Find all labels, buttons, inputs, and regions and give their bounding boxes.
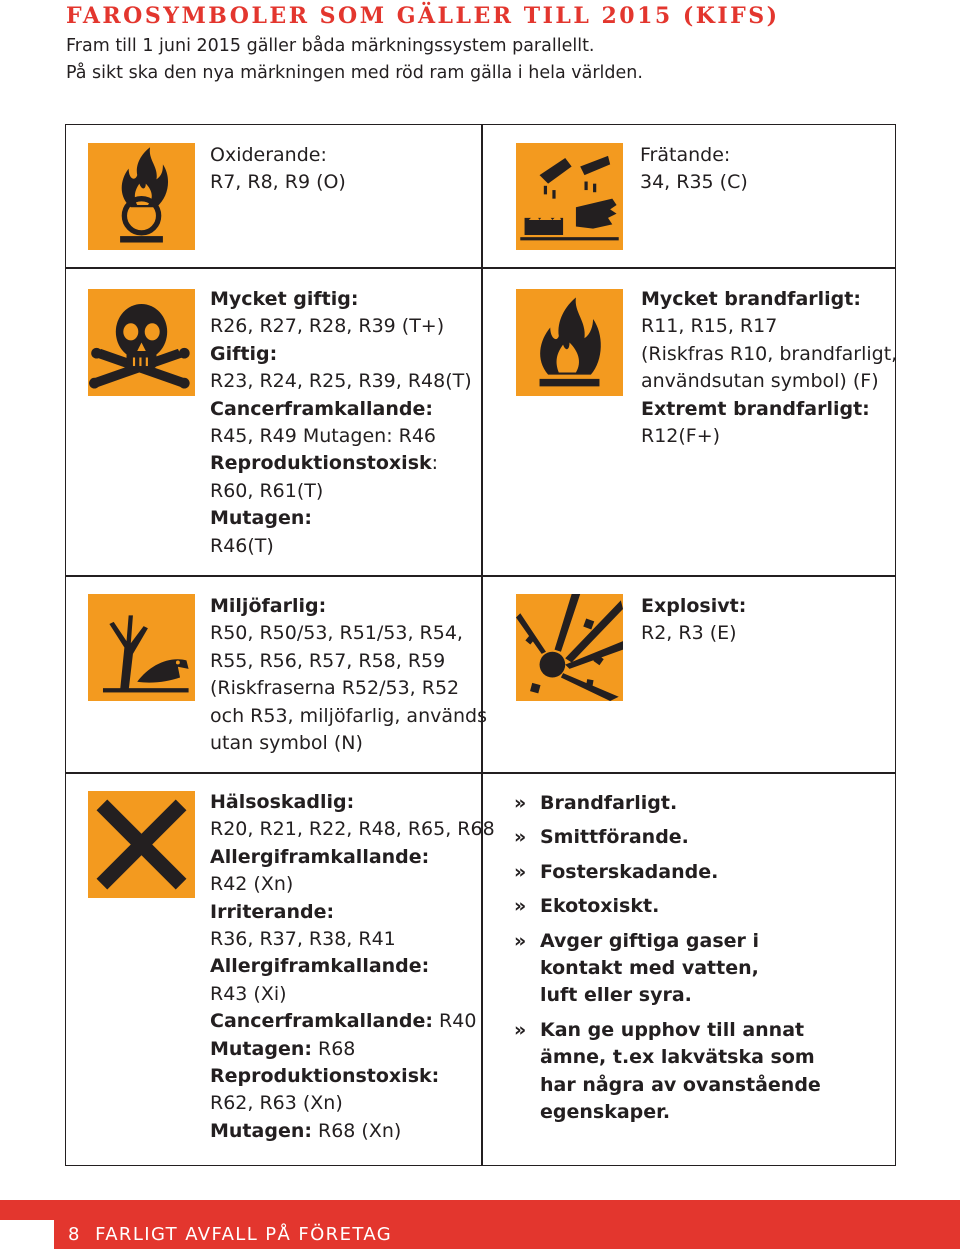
text-line [210,675,487,702]
text-line [641,593,746,620]
bullet-marker: » [514,792,527,814]
label-text: R62, R63 (Xn) [210,1092,343,1115]
text-line [210,844,495,871]
table-row-divider [65,772,896,774]
text-line [210,286,472,313]
label-bold: Extremt brandfarligt: [641,397,870,420]
text-line [210,505,472,532]
hazard-bullet-list [514,790,821,1133]
flame-over-circle-icon [88,143,195,250]
bullet-marker: » [514,895,527,918]
cross-x-icon [88,791,195,898]
label-text: utan symbol (N) [210,732,363,755]
text-line [641,396,897,423]
bullet-item [514,859,821,886]
intro-line: På sikt ska den nya märkningen med röd ram gälla i hela världen. [66,63,643,83]
label-text: R20, R21, R22, R48, R65, R68 [210,818,495,841]
label-text: R46(T) [210,534,274,557]
text-line [641,341,897,368]
label-text: R50, R50/53, R51/53, R54, [210,622,463,645]
label-text: R2, R3 (E) [641,622,737,645]
label-bold: Hälsoskadlig: [210,791,355,813]
cell-brandfarligt [641,286,897,450]
text-line [641,620,746,647]
bullet-marker: » [514,860,527,883]
text-line [210,981,495,1008]
label-bold: Cancerframkallande: [210,397,433,420]
bullet-marker: » [514,1018,527,1041]
label-text: och R53, miljöfarlig, används [210,704,487,727]
text-line [641,368,897,395]
bullet-item [514,790,821,817]
bullet-text: egenskaper. [540,1101,671,1124]
skull-crossbones-icon [88,289,195,396]
label-bold: Allergiframkallande: [210,845,430,868]
label-text: R40 [432,1010,477,1033]
text-line [210,620,487,647]
bullet-text: Ekotoxiskt. [540,895,660,918]
text-line [210,789,495,816]
label-bold: Explosivt: [641,595,747,617]
footer-notch [0,1220,54,1249]
cell-halsoskadlig [210,789,495,1145]
cell-oxiderande [210,142,346,197]
label-bold: Mutagen: [210,1119,312,1142]
bullet-text: ämne, t.ex lakvätska som [540,1046,815,1069]
text-line [641,313,897,340]
label-text: Frätande: [640,144,731,166]
bullet-text: Brandfarligt. [540,792,678,814]
label-text: R55, R56, R57, R58, R59 [210,649,446,672]
label-bold: Mycket giftig: [210,288,359,310]
label-text: R7, R8, R9 (O) [210,171,346,194]
text-line [210,368,472,395]
text-line [640,142,748,169]
bullet-item [514,928,821,1010]
bullet-text: Kan ge upphov till annat [540,1018,805,1041]
label-text: R11, R15, R17 [641,315,778,338]
bullet-text: Smittförande. [540,826,689,849]
text-line [210,533,472,560]
corrosion-icon [516,143,623,250]
label-bold: Mycket brandfarligt: [641,288,861,310]
label-bold: Allergiframkallande: [210,955,430,978]
bullet-marker: » [514,826,527,849]
label-text: R60, R61(T) [210,479,324,502]
label-text: R26, R27, R28, R39 (T+) [210,315,445,338]
page-number: 8 [68,1224,81,1245]
cell-fratande [640,142,748,197]
label-text: : [431,452,439,475]
footer-label [68,1223,392,1247]
label-text: R43 (Xi) [210,982,287,1005]
text-line [210,142,346,169]
label-bold: Reproduktionstoxisk [210,452,432,475]
label-text: användsutan symbol) (F) [641,370,879,393]
label-text: R12(F+) [641,425,721,448]
text-line [210,730,487,757]
label-bold: Giftig: [210,342,278,365]
flame-icon [516,289,623,396]
table-row-divider [65,575,896,577]
label-text: (Riskfras R10, brandfarligt, [641,342,898,365]
label-bold: Mutagen: [210,1037,312,1060]
text-line [640,169,748,196]
text-line [210,899,495,926]
text-line [210,593,487,620]
footer-title: FARLIGT AVFALL PÅ FÖRETAG [95,1224,393,1245]
environment-icon [88,594,195,701]
intro-text [66,33,643,87]
text-line [210,169,346,196]
label-text: R42 (Xn) [210,873,294,896]
label-text: R68 (Xn) [311,1119,402,1142]
text-line [210,450,472,477]
text-line [210,648,487,675]
bullet-text: luft eller syra. [540,984,692,1007]
text-line [210,341,472,368]
text-line [210,1008,495,1035]
text-line [210,396,472,423]
text-line [210,1036,495,1063]
label-bold: Irriterande: [210,900,335,923]
bullet-text: kontakt med vatten, [540,957,759,980]
label-bold: Miljöfarlig: [210,595,327,617]
label-text: R36, R37, R38, R41 [210,928,396,951]
text-line [210,926,495,953]
bullet-item [514,824,821,851]
label-text: (Riskfraserna R52/53, R52 [210,677,460,700]
cell-giftig [210,286,472,560]
label-text: R45, R49 Mutagen: R46 [210,425,437,448]
text-line [210,703,487,730]
label-text: Oxiderande: [210,144,327,166]
label-bold: Reproduktionstoxisk: [210,1065,440,1088]
text-line [210,313,472,340]
label-text: 34, R35 (C) [640,171,748,194]
bullet-text: Fosterskadande. [540,860,719,883]
bullet-marker: » [514,929,527,952]
text-line [210,423,472,450]
label-bold: Cancerframkallande: [210,1010,433,1033]
label-bold: Mutagen: [210,507,312,530]
text-line [210,953,495,980]
text-line [210,871,495,898]
text-line [210,816,495,843]
bullet-item [514,1017,821,1127]
intro-line: Fram till 1 juni 2015 gäller båda märkningssystem parallellt. [66,36,595,56]
cell-miljofarlig [210,593,487,757]
table-row-divider [65,267,896,269]
page-heading: FAROSYMBOLER SOM GÄLLER TILL 2015 (KIFS) [66,3,780,29]
bullet-text: har några av ovanstående [540,1073,821,1096]
label-text: R68 [311,1037,356,1060]
exploding-bomb-icon [516,594,623,701]
text-line [641,423,897,450]
label-text: R23, R24, R25, R39, R48(T) [210,370,472,393]
bullet-text: Avger giftiga gaser i [540,929,760,952]
text-line [641,286,897,313]
text-line [210,1063,495,1090]
text-line [210,478,472,505]
text-line [210,1090,495,1117]
cell-explosivt [641,593,746,648]
bullet-item [514,893,821,920]
text-line [210,1118,495,1145]
